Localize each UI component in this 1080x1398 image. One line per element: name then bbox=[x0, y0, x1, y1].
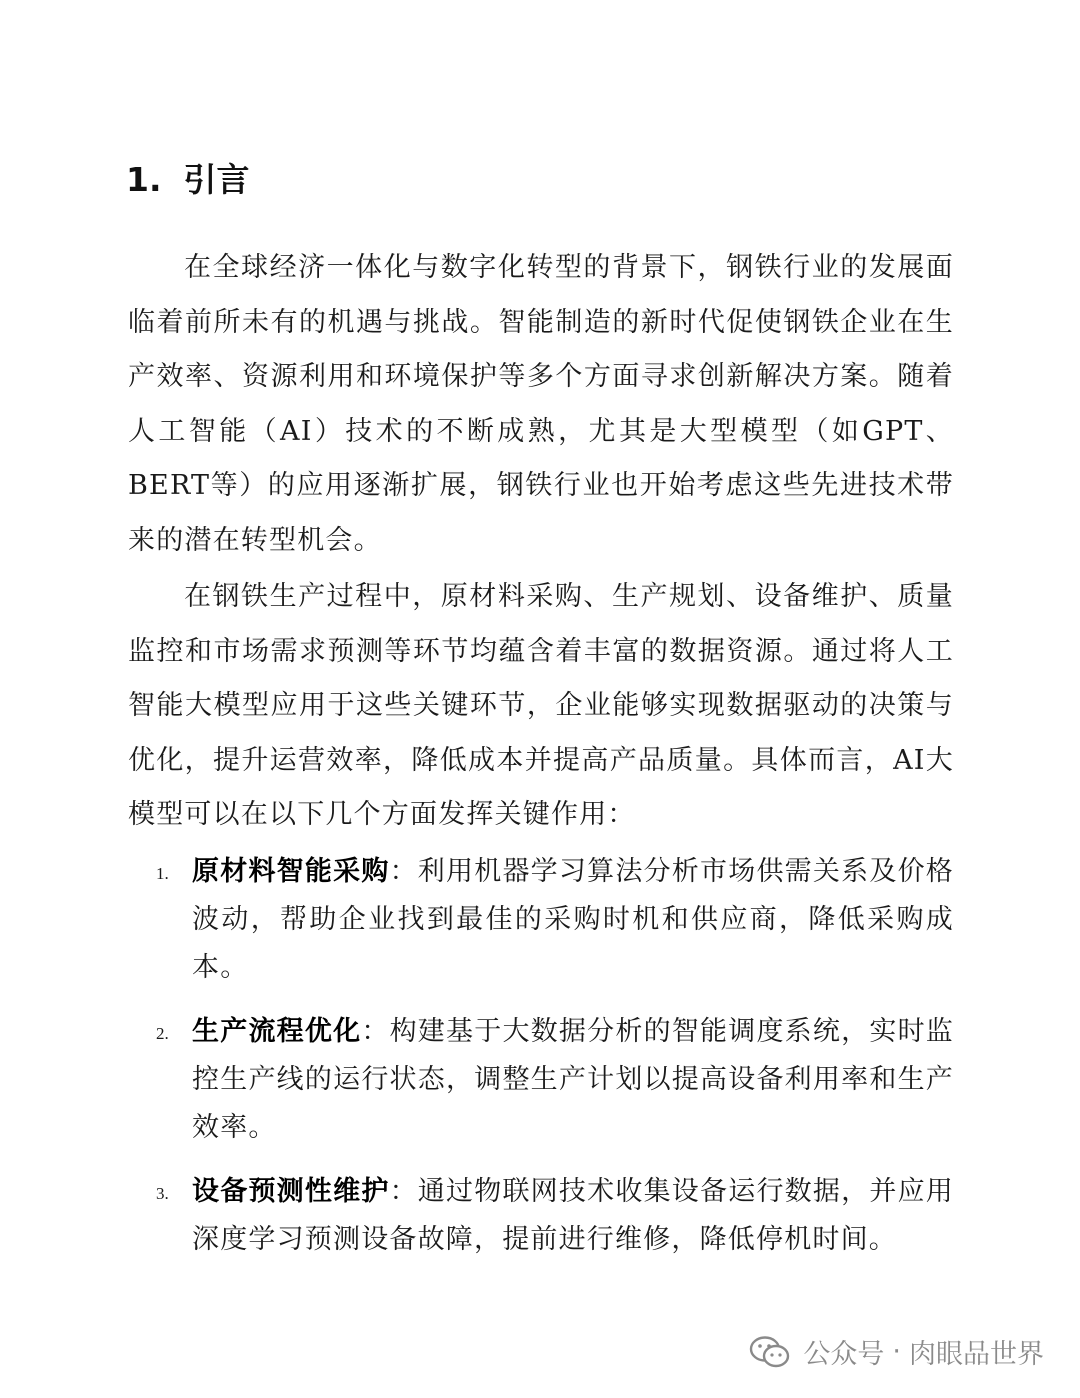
list-item-number: 1. bbox=[156, 864, 169, 883]
list-item-title: 原材料智能采购 bbox=[192, 856, 390, 887]
list-item-number: 3. bbox=[156, 1184, 169, 1203]
key-applications-list bbox=[156, 848, 954, 1280]
watermark-separator: · bbox=[892, 1336, 901, 1367]
list-item bbox=[156, 1168, 954, 1264]
paragraph-process: 在钢铁生产过程中，原材料采购、生产规划、设备维护、质量监控和市场需求预测等环节均蕴含着丰富的数据资源。通过将人工智能大模型应用于这些关键环节，企业能够实现数据驱动的决策与优化，提升运营效率，降低成本并提高产品质量。具体而言，AI大模型可以在以下几个方面发挥关键作用： bbox=[128, 581, 954, 830]
list-item-text: ：构建基于大数据分析的智能调度系统，实时监控生产线的运行状态，调整生产计划以提高设备利用率和生产效率。 bbox=[192, 1016, 954, 1143]
list-item-title: 设备预测性维护 bbox=[192, 1176, 390, 1207]
list-item bbox=[156, 1008, 954, 1152]
list-item-text: ：利用机器学习算法分析市场供需关系及价格波动，帮助企业找到最佳的采购时机和供应商，降低采购成本。 bbox=[192, 856, 954, 983]
list-item-number: 2. bbox=[156, 1024, 169, 1043]
section-heading bbox=[126, 158, 250, 202]
watermark-account: 肉眼品世界 bbox=[909, 1339, 1044, 1370]
section-number: 1. bbox=[126, 160, 162, 199]
wechat-icon bbox=[749, 1335, 791, 1369]
list-item bbox=[156, 848, 954, 992]
account-watermark bbox=[749, 1332, 1044, 1371]
paragraph-intro: 在全球经济一体化与数字化转型的背景下，钢铁行业的发展面临着前所未有的机遇与挑战。智能制造的新时代促使钢铁企业在生产效率、资源利用和环境保护等多个方面寻求创新解决方案。随着人工智能（AI）技术的不断成熟，尤其是大型模型（如GPT、BERT等）的应用逐渐扩展，钢铁行业也开始考虑这些先进技术带来的潜在转型机会。 bbox=[128, 252, 954, 556]
list-item-text: ：通过物联网技术收集设备运行数据，并应用深度学习预测设备故障，提前进行维修，降低停机时间。 bbox=[192, 1176, 954, 1255]
section-title: 引言 bbox=[183, 160, 250, 199]
watermark-label: 公众号 bbox=[803, 1339, 885, 1370]
list-item-title: 生产流程优化 bbox=[192, 1016, 362, 1047]
